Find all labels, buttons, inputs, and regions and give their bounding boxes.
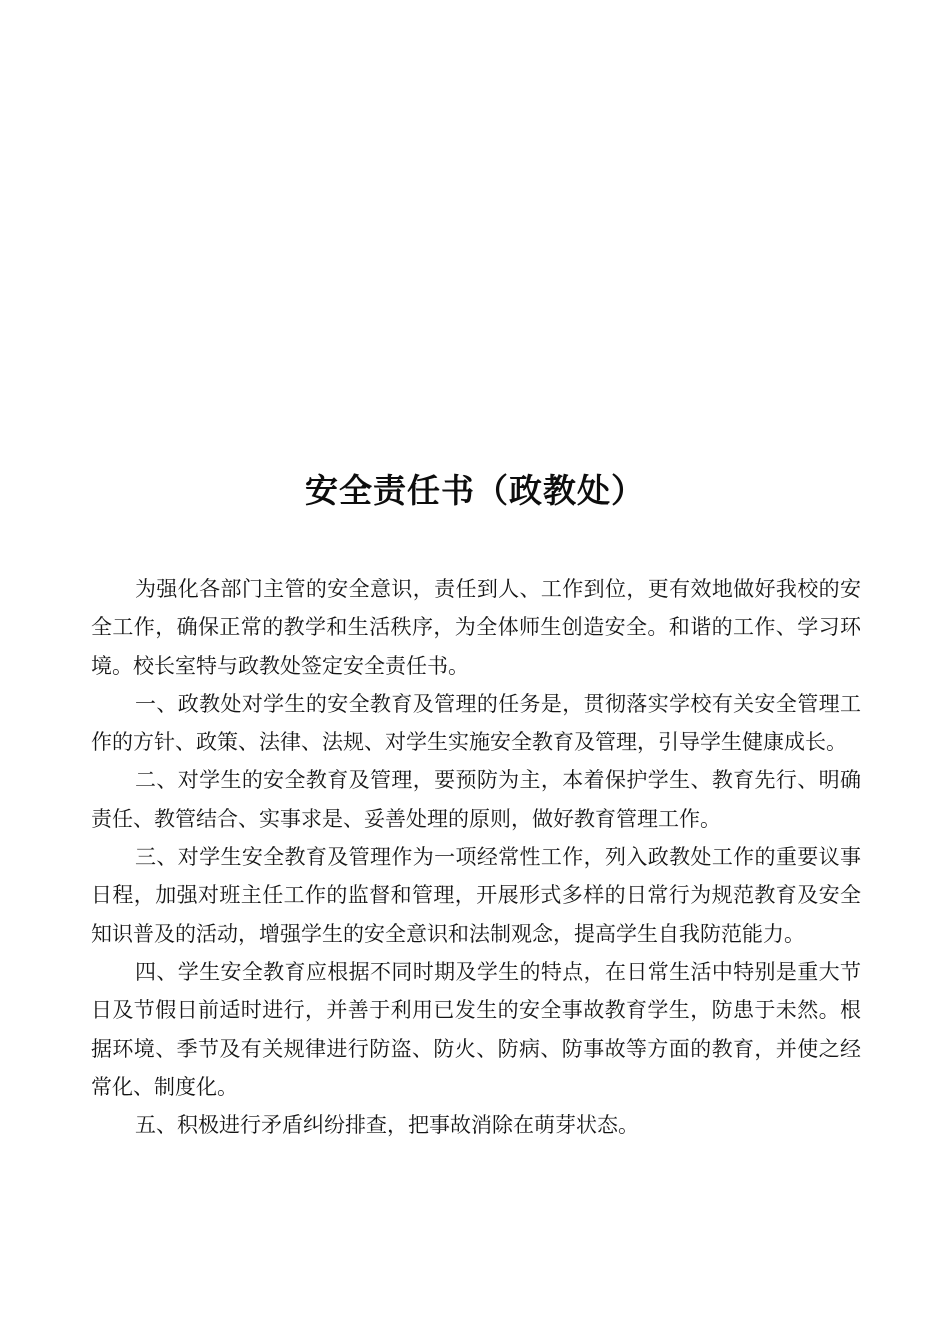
document-title: 安全责任书（政教处）	[305, 471, 645, 510]
paragraph-item-5: 五、积极进行矛盾纠纷排查，把事故消除在萌芽状态。	[135, 1113, 639, 1138]
paragraph-intro: 为强化各部门主管的安全意识，责任到人、工作到位，更有效地做好我校的安全工作，确保正常的教学和生活秩序，为全体师生创造安全。和谐的工作、学习环境。校长室特与政教处签定安全责任书。	[91, 577, 861, 678]
paragraph-item-2: 二、对学生的安全教育及管理，要预防为主，本着保护学生、教育先行、明确责任、教管结合、实事求是、妥善处理的原则，做好教育管理工作。	[91, 768, 861, 831]
paragraph-item-1: 一、政教处对学生的安全教育及管理的任务是，贯彻落实学校有关安全管理工作的方针、政策、法律、法规、对学生实施安全教育及管理，引导学生健康成长。	[91, 691, 861, 755]
paragraph-item-4: 四、学生安全教育应根据不同时期及学生的特点，在日常生活中特别是重大节日及节假日前适时进行，并善于利用已发生的安全事故教育学生，防患于未然。根据环境、季节及有关规律进行防盗、防火、防病、防事故等方面的教育，并使之经常化、制度化。	[91, 959, 861, 1099]
paragraph-item-3: 三、对学生安全教育及管理作为一项经常性工作，列入政教处工作的重要议事日程，加强对班主任工作的监督和管理，开展形式多样的日常行为规范教育及安全知识普及的活动，增强学生的安全意识和法制观念，提高学生自我防范能力。	[91, 845, 861, 946]
document-body	[91, 570, 861, 1144]
